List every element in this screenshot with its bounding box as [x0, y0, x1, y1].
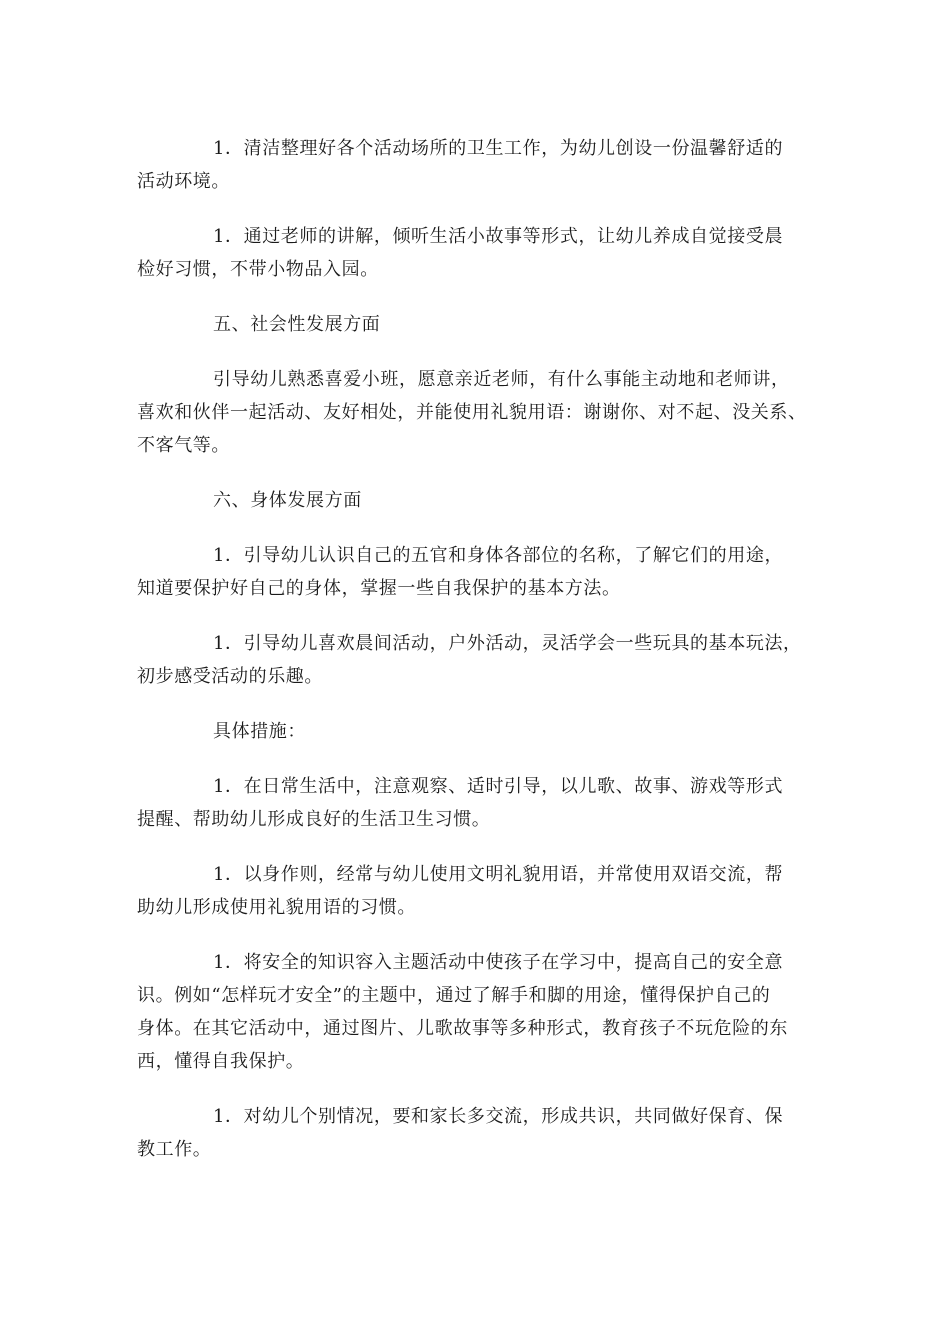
text-line: 提醒、帮助幼儿形成良好的生活卫生习惯。: [137, 809, 491, 830]
text-line: 教工作。: [137, 1139, 212, 1160]
text-line: 身体。在其它活动中，通过图片、儿歌故事等多种形式，教育孩子不玩危险的东: [137, 1018, 788, 1039]
section-heading: 具体措施：: [213, 721, 306, 742]
text-line: 活动环境。: [137, 171, 230, 192]
heading-specific-measures: [137, 715, 827, 748]
paragraph-parent-communication: [137, 1100, 827, 1166]
text-line: 初步感受活动的乐趣。: [137, 666, 323, 687]
text-line: 1．在日常生活中，注意观察、适时引导，以儿歌、故事、游戏等形式: [213, 776, 784, 797]
text-line: 1．引导幼儿认识自己的五官和身体各部位的名称，了解它们的用途，: [213, 545, 784, 566]
heading-social-development: [137, 308, 827, 341]
section-heading: 六、身体发展方面: [213, 490, 362, 511]
text-line: 1．引导幼儿喜欢晨间活动，户外活动，灵活学会一些玩具的基本玩法，: [213, 633, 802, 654]
text-line: 知道要保护好自己的身体，掌握一些自我保护的基本方法。: [137, 578, 621, 599]
text-line: 检好习惯，不带小物品入园。: [137, 259, 379, 280]
paragraph-hygiene: [137, 132, 827, 198]
section-heading: 五、社会性发展方面: [213, 314, 381, 335]
text-line: 喜欢和伙伴一起活动、友好相处，并能使用礼貌用语：谢谢你、对不起、没关系、: [137, 402, 807, 423]
paragraph-polite-language: [137, 858, 827, 924]
paragraph-body-parts: [137, 539, 827, 605]
text-line: 1．以身作则，经常与幼儿使用文明礼貌用语，并常使用双语交流，帮: [213, 864, 784, 885]
text-line: 1．将安全的知识容入主题活动中使孩子在学习中，提高自己的安全意: [213, 952, 784, 973]
text-line: 助幼儿形成使用礼貌用语的习惯。: [137, 897, 416, 918]
text-line: 不客气等。: [137, 435, 230, 456]
paragraph-morning-check: [137, 220, 827, 286]
text-line: 西，懂得自我保护。: [137, 1051, 305, 1072]
paragraph-social-guidance: [137, 363, 827, 462]
paragraph-safety: [137, 946, 827, 1078]
paragraph-daily-life: [137, 770, 827, 836]
heading-physical-development: [137, 484, 827, 517]
text-line: 1．清洁整理好各个活动场所的卫生工作，为幼儿创设一份温馨舒适的: [213, 138, 784, 159]
text-line: 识。例如“怎样玩才安全”的主题中，通过了解手和脚的用途，懂得保护自己的: [137, 985, 771, 1006]
text-line: 1．对幼儿个别情况，要和家长多交流，形成共识，共同做好保育、保: [213, 1106, 784, 1127]
paragraph-outdoor-activity: [137, 627, 827, 693]
text-line: 1．通过老师的讲解，倾听生活小故事等形式，让幼儿养成自觉接受晨: [213, 226, 784, 247]
text-line: 引导幼儿熟悉喜爱小班，愿意亲近老师，有什么事能主动地和老师讲，: [213, 369, 790, 390]
